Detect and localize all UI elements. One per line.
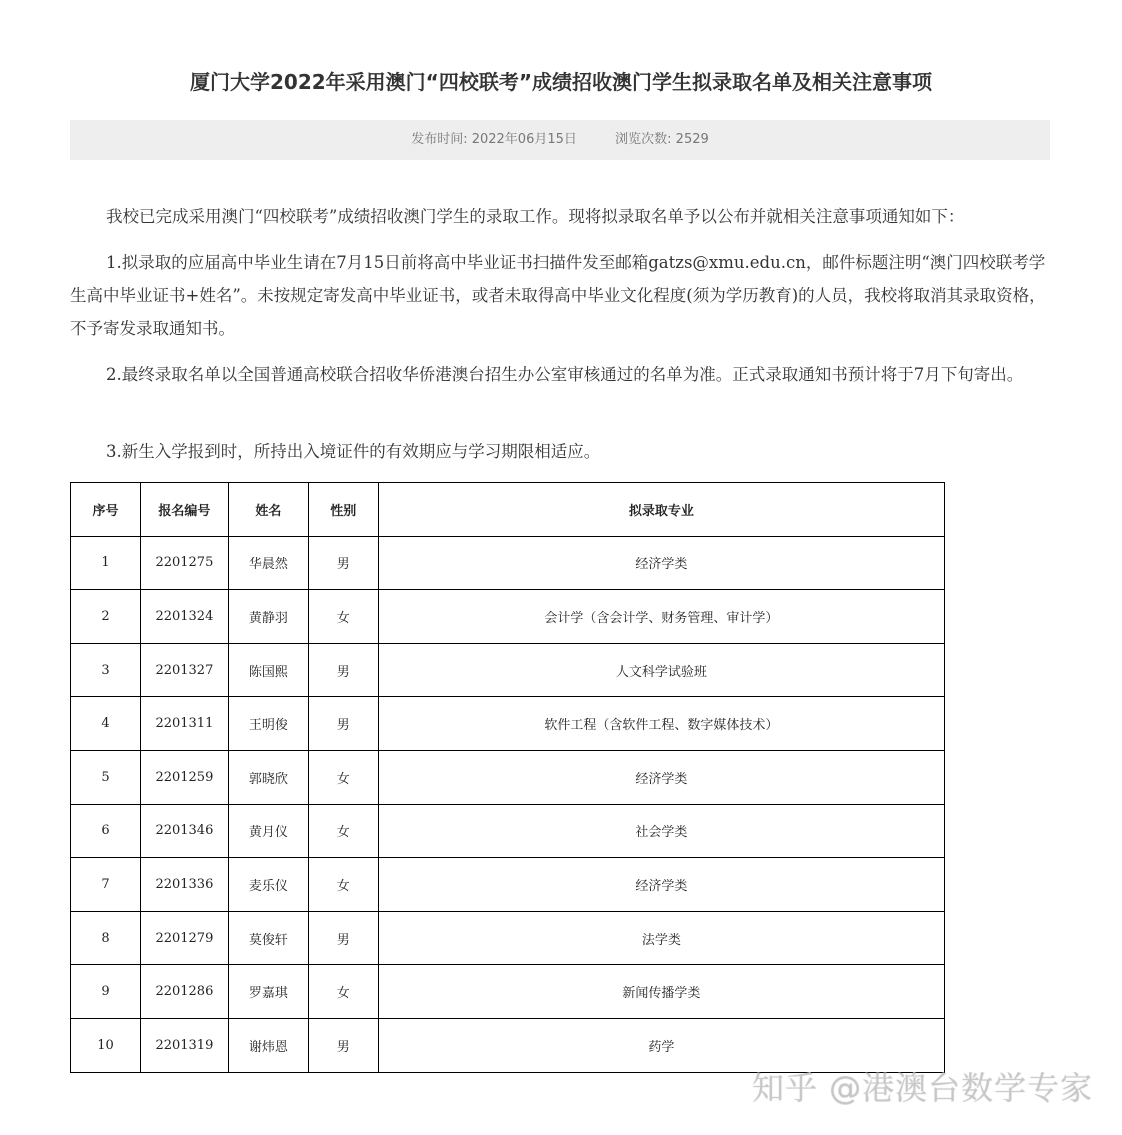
cell-name: 黄静羽 xyxy=(228,590,308,644)
cell-number: 2201319 xyxy=(140,1018,228,1072)
cell-major: 经济学类 xyxy=(378,536,944,590)
cell-major: 新闻传播学类 xyxy=(378,965,944,1019)
cell-seq: 9 xyxy=(71,965,141,1019)
cell-major: 药学 xyxy=(378,1018,944,1072)
cell-name: 黄月仪 xyxy=(228,804,308,858)
cell-gender: 女 xyxy=(308,965,378,1019)
table-row xyxy=(71,858,945,912)
table-row xyxy=(71,697,945,751)
cell-number: 2201346 xyxy=(140,804,228,858)
cell-seq: 2 xyxy=(71,590,141,644)
cell-number: 2201324 xyxy=(140,590,228,644)
cell-gender: 女 xyxy=(308,804,378,858)
cell-gender: 男 xyxy=(308,536,378,590)
cell-number: 2201311 xyxy=(140,697,228,751)
cell-gender: 女 xyxy=(308,590,378,644)
cell-name: 谢炜恩 xyxy=(228,1018,308,1072)
cell-gender: 男 xyxy=(308,697,378,751)
notice-item-3: 3.新生入学报到时，所持出入境证件的有效期应与学习期限相适应。 xyxy=(106,442,601,461)
table-row xyxy=(71,643,945,697)
cell-seq: 5 xyxy=(71,750,141,804)
cell-major: 会计学（含会计学、财务管理、审计学） xyxy=(378,590,944,644)
header-number: 报名编号 xyxy=(140,483,228,537)
cell-number: 2201279 xyxy=(140,911,228,965)
cell-major: 法学类 xyxy=(378,911,944,965)
article-title: 厦门大学2022年采用澳门“四校联考”成绩招收澳门学生拟录取名单及相关注意事项 xyxy=(190,70,932,94)
cell-number: 2201259 xyxy=(140,750,228,804)
cell-seq: 4 xyxy=(71,697,141,751)
header-gender: 性别 xyxy=(308,483,378,537)
intro-paragraph: 我校已完成采用澳门“四校联考”成绩招收澳门学生的录取工作。现将拟录取名单予以公布并就相关注意事项通知如下： xyxy=(106,207,965,226)
cell-major: 经济学类 xyxy=(378,858,944,912)
cell-seq: 8 xyxy=(71,911,141,965)
admission-list-table xyxy=(70,482,945,1073)
table-row xyxy=(71,804,945,858)
cell-number: 2201275 xyxy=(140,536,228,590)
cell-gender: 男 xyxy=(308,1018,378,1072)
cell-seq: 1 xyxy=(71,536,141,590)
cell-number: 2201327 xyxy=(140,643,228,697)
cell-major: 社会学类 xyxy=(378,804,944,858)
publish-time: 发布时间: 2022年06月15日 xyxy=(411,132,577,147)
cell-seq: 6 xyxy=(71,804,141,858)
cell-gender: 女 xyxy=(308,858,378,912)
article-meta-bar xyxy=(70,120,1050,160)
cell-seq: 7 xyxy=(71,858,141,912)
header-seq: 序号 xyxy=(71,483,141,537)
cell-name: 罗嘉琪 xyxy=(228,965,308,1019)
cell-major: 软件工程（含软件工程、数字媒体技术） xyxy=(378,697,944,751)
table-body xyxy=(71,536,945,1072)
cell-number: 2201286 xyxy=(140,965,228,1019)
cell-name: 莫俊轩 xyxy=(228,911,308,965)
table-row xyxy=(71,965,945,1019)
notice-item-1: 1.拟录取的应届高中毕业生请在7月15日前将高中毕业证书扫描件发至邮箱gatzs@xmu.edu.cn，邮件标题注明“澳门四校联考学生高中毕业证书+姓名”。未按规定寄发高中毕业证书，或者未取得高中毕业文化程度(须为学历教育)的人员，我校将取消其录取资格，不予寄发录取通知书。 xyxy=(70,253,1046,338)
cell-seq: 10 xyxy=(71,1018,141,1072)
table-row xyxy=(71,590,945,644)
cell-name: 华晨然 xyxy=(228,536,308,590)
notice-item-2: 2.最终录取名单以全国普通高校联合招收华侨港澳台招生办公室审核通过的名单为准。正式录取通知书预计将于7月下旬寄出。 xyxy=(106,365,1024,384)
watermark: 知乎 @港澳台数学专家 xyxy=(752,1069,1094,1107)
cell-name: 郭晓欣 xyxy=(228,750,308,804)
table-header-row xyxy=(71,483,945,537)
cell-gender: 男 xyxy=(308,911,378,965)
header-major: 拟录取专业 xyxy=(378,483,944,537)
cell-gender: 男 xyxy=(308,643,378,697)
cell-name: 陈国熙 xyxy=(228,643,308,697)
cell-seq: 3 xyxy=(71,643,141,697)
cell-major: 人文科学试验班 xyxy=(378,643,944,697)
cell-number: 2201336 xyxy=(140,858,228,912)
header-name: 姓名 xyxy=(228,483,308,537)
table-row xyxy=(71,911,945,965)
table-row xyxy=(71,750,945,804)
cell-name: 麦乐仪 xyxy=(228,858,308,912)
view-count: 浏览次数: 2529 xyxy=(615,132,709,147)
cell-major: 经济学类 xyxy=(378,750,944,804)
cell-name: 王明俊 xyxy=(228,697,308,751)
table-row xyxy=(71,536,945,590)
cell-gender: 女 xyxy=(308,750,378,804)
